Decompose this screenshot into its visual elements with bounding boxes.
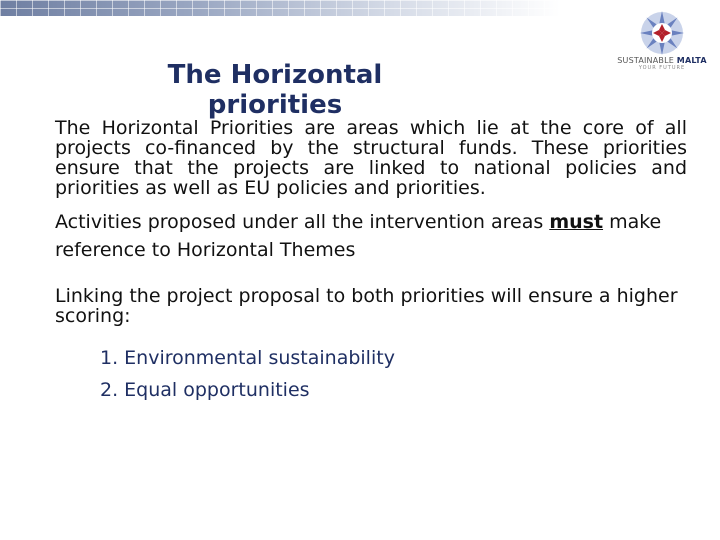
top-decorative-bar — [0, 0, 560, 16]
logo-brand-left: SUSTAINABLE — [617, 56, 675, 65]
logo-wordmark — [612, 56, 712, 65]
list-item: 2. Equal opportunities — [100, 379, 310, 401]
paragraph-activities-after: make reference to Horizontal Themes — [55, 211, 662, 261]
paragraph-activities — [55, 208, 687, 264]
logo-brand-right: MALTA — [676, 56, 707, 65]
paragraph-linking: Linking the project proposal to both priorities will ensure a higher scoring: — [55, 285, 678, 327]
sustainable-malta-logo — [612, 10, 712, 80]
slide-body — [55, 118, 687, 406]
logo-tagline: YOUR FUTURE — [638, 65, 686, 71]
slide-title: The Horizontal priorities — [167, 60, 383, 120]
emphasis-must: must — [549, 211, 604, 233]
paragraph-horizontal-priorities: The Horizontal Priorities are areas which lie at the core of all projects co-financed by the structural funds. These priorities ensure that the projects are linked to national policies and priorities as well as EU policies and priorities. — [55, 117, 687, 199]
rosette-star-icon — [639, 10, 685, 56]
priorities-list — [100, 342, 687, 406]
paragraph-activities-before: Activities proposed under all the intervention areas — [55, 211, 550, 233]
list-item: 1. Environmental sustainability — [100, 347, 395, 369]
